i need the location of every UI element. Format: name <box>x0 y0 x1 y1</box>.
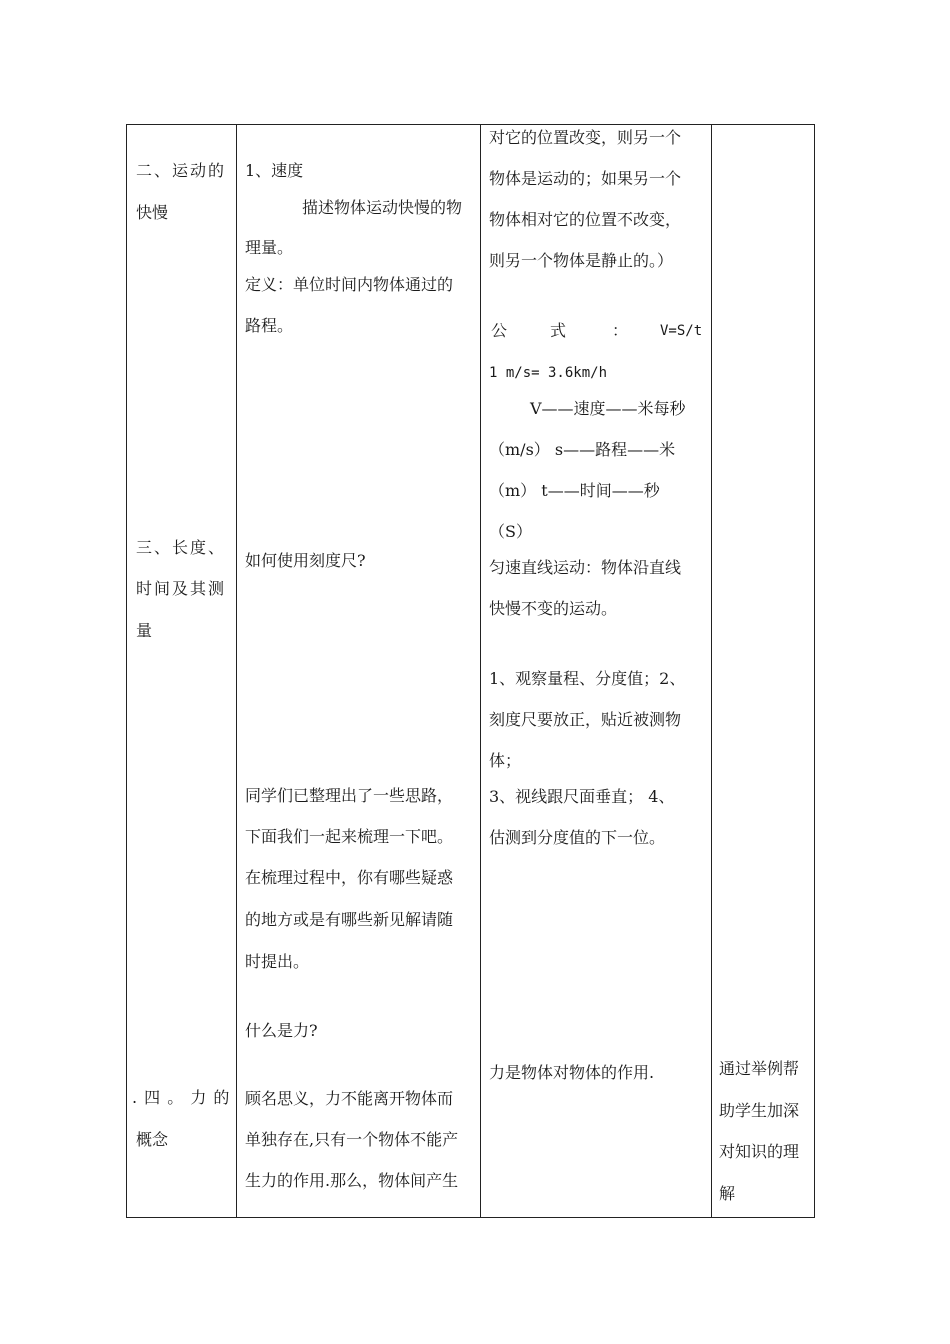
review-text-line1: 同学们已整理出了一些思路， <box>245 786 454 805</box>
section-2-title-line1: 二、运动的 <box>136 161 227 180</box>
review-text-line3: 在梳理过程中，你有哪些疑惑 <box>245 868 454 887</box>
note-line3: 对知识的理 <box>719 1142 800 1161</box>
speed-definition-line2: 路程。 <box>245 316 294 335</box>
ruler-question: 如何使用刻度尺? <box>245 551 366 570</box>
section-4-title-line1: . 四 。 力 的 <box>132 1088 231 1107</box>
column-divider <box>480 125 481 1217</box>
section-4-title-line2: 概念 <box>136 1130 169 1149</box>
speed-definition-line1: 定义：单位时间内物体通过的 <box>245 275 454 294</box>
reference-text-line1: 对它的位置改变，则另一个 <box>489 128 682 147</box>
section-3-title-line3: 量 <box>136 621 153 640</box>
force-definition: 力是物体对物体的作用. <box>489 1063 655 1082</box>
review-text-line4: 的地方或是有哪些新见解请随 <box>245 910 454 929</box>
note-line2: 助学生加深 <box>719 1101 800 1120</box>
speed-formula: V=S/t <box>660 323 703 339</box>
section-2-title-line2: 快慢 <box>136 203 169 222</box>
lesson-table <box>126 124 815 1218</box>
speed-description-line2: 理量。 <box>245 238 294 257</box>
formula-label-part1: 公 <box>491 321 508 340</box>
symbol-legend-line4: （S） <box>489 522 532 541</box>
symbol-legend-line2: （m/s） s——路程——米 <box>489 440 676 459</box>
speed-heading: 1、速度 <box>245 161 304 180</box>
ruler-steps-line1: 1、观察量程、分度值；2、 <box>489 669 686 688</box>
note-line4: 解 <box>719 1184 736 1203</box>
ruler-steps-line4: 3、视线跟尺面垂直； 4、 <box>489 787 675 806</box>
reference-text-line2: 物体是运动的；如果另一个 <box>489 169 682 188</box>
force-text-line3: 生力的作用.那么，物体间产生 <box>245 1171 459 1190</box>
section-3-title-line2: 时间及其测 <box>136 579 227 598</box>
unit-conversion: 1 m/s= 3.6km/h <box>489 365 608 381</box>
review-text-line5: 时提出。 <box>245 952 310 971</box>
symbol-legend-line1: V——速度——米每秒 <box>530 399 686 418</box>
ruler-steps-line3: 体； <box>489 751 522 770</box>
ruler-steps-line2: 刻度尺要放正，贴近被测物 <box>489 710 682 729</box>
reference-text-line3: 物体相对它的位置不改变， <box>489 210 682 229</box>
symbol-legend-line3: （m） t——时间——秒 <box>489 481 660 500</box>
ruler-steps-line5: 估测到分度值的下一位。 <box>489 828 666 847</box>
uniform-motion-line1: 匀速直线运动：物体沿直线 <box>489 558 682 577</box>
formula-colon: ： <box>612 321 629 340</box>
section-3-title-line1: 三、长度、 <box>136 538 227 557</box>
force-text-line2: 单独存在,只有一个物体不能产 <box>245 1130 459 1149</box>
column-divider <box>236 125 237 1217</box>
column-divider <box>711 125 712 1217</box>
speed-description-line1: 描述物体运动快慢的物 <box>302 198 463 217</box>
force-text-line1: 顾名思义，力不能离开物体而 <box>245 1089 454 1108</box>
note-line1: 通过举例帮 <box>719 1059 800 1078</box>
uniform-motion-line2: 快慢不变的运动。 <box>489 599 618 618</box>
reference-text-line4: 则另一个物体是静止的。） <box>489 251 674 270</box>
review-text-line2: 下面我们一起来梳理一下吧。 <box>245 827 454 846</box>
force-question: 什么是力? <box>245 1021 318 1040</box>
formula-label-part2: 式 <box>550 321 567 340</box>
